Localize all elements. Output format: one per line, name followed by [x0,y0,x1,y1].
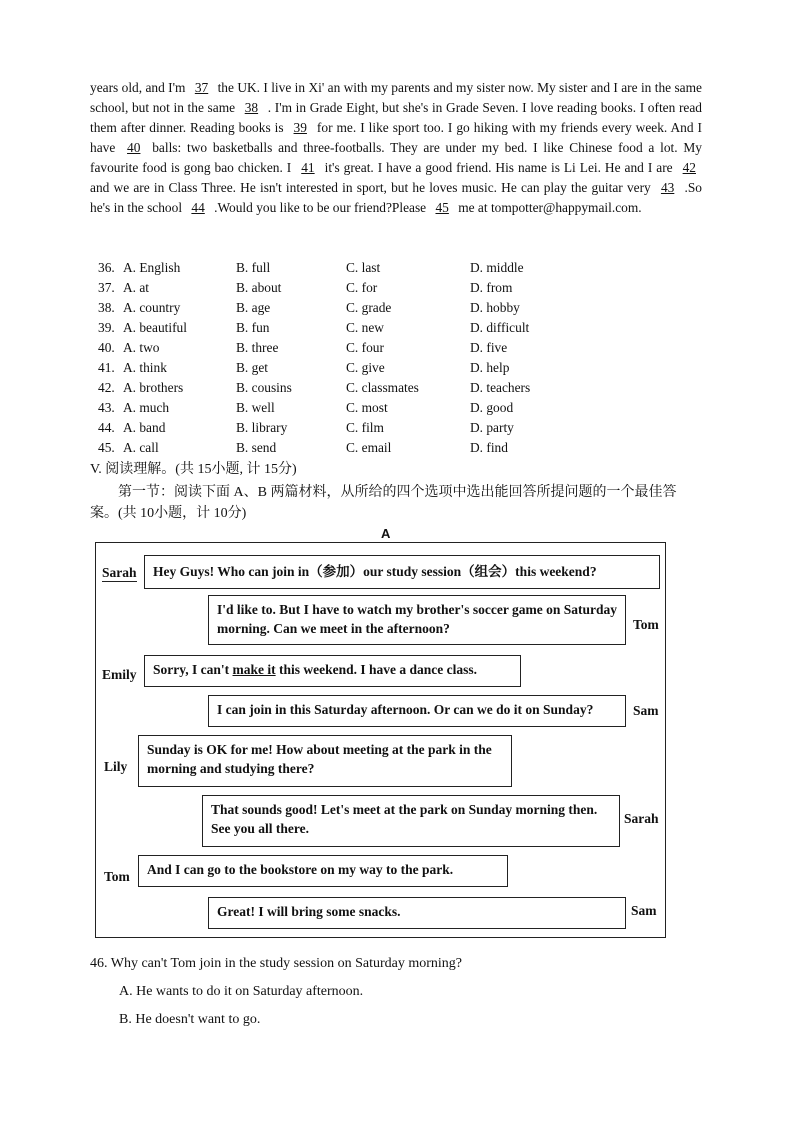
passage-text: me at tompotter@happymail.com. [454,200,642,215]
message-text: I can join in this Saturday afternoon. Or can we do it on Sunday? [217,702,594,717]
option-d: D. hobby [470,300,520,315]
option-d: D. five [470,340,508,355]
option-a: A. brothers [123,380,184,395]
blank-37: 37 [194,80,209,95]
chat-bubble [202,795,620,847]
blank-42: 42 [682,160,696,175]
chat-bubble [138,735,512,787]
speaker-name: Sarah [102,565,137,580]
option-b: B. cousins [236,380,292,395]
option-b: B. three [236,340,279,355]
option-b: B. library [236,420,288,435]
question-row [98,278,698,298]
option-c: C. for [346,280,378,295]
blank-40: 40 [127,140,141,155]
cloze-questions [98,258,698,458]
speaker-name: Tom [633,617,659,632]
question-46: 46. Why can't Tom join in the study session on Saturday morning? [90,956,462,971]
passage-text: the UK. I live in Xi' an with my parents and my sister now. My sister and I are in the same school, but not in the same [90,80,702,115]
option-d: D. difficult [470,320,530,335]
chat-frame [95,542,666,938]
question-number: 44. [98,420,115,435]
option-c: C. film [346,420,384,435]
question-row [98,438,698,458]
blank-38: 38 [244,100,259,115]
passage-text: years old, and I'm [90,80,189,95]
chat-bubble [208,897,626,929]
question-number: 36. [98,260,115,275]
option-c: C. email [346,440,392,455]
option-a: A. country [123,300,181,315]
option-d: D. party [470,420,514,435]
blank-44: 44 [191,200,205,215]
question-row [98,398,698,418]
question-row [98,338,698,358]
section-intro: 第一节：阅读下面 A、B 两篇材料，从所给的四个选项中选出能回答所提问题的一个最佳答案。(共 10小题，计 10分) [90,485,677,521]
question-number: 37. [98,280,115,295]
message-text: Great! I will bring some snacks. [217,904,401,919]
passage-text: and we are in Class Three. He isn't interested in sport, but he loves music. He can play the guitar very [90,180,655,195]
message-underlined-text: make it [232,662,276,677]
option-b: B. full [236,260,271,275]
option-c: C. most [346,400,388,415]
option-b: B. about [236,280,282,295]
option-d: D. teachers [470,380,531,395]
option-a: A. much [123,400,170,415]
passage-text: .Would you like to be our friend?Please [210,200,430,215]
option-b: B. well [236,400,275,415]
option-d: D. middle [470,260,524,275]
option-b: B. fun [236,320,270,335]
option-a: A. call [123,440,159,455]
question-row [98,258,698,278]
passage-text: . I'm in Grade Eight, but she's in Grade Seven. I love reading books. I often read them after dinner. Reading books is [90,100,702,135]
option-a: A. English [123,260,181,275]
option-c: C. last [346,260,381,275]
speaker-name: Tom [104,869,130,884]
message-text: Hey Guys! Who can join in（参加）our study session（组会）this weekend? [153,564,597,579]
message-text: Sorry, I can't [153,662,233,677]
option-d: D. help [470,360,510,375]
option-a: A. two [123,340,160,355]
message-text: And I can go to the bookstore on my way to the park. [147,862,454,877]
question-number: 45. [98,440,115,455]
option-a: A. at [123,280,150,295]
option-c: C. four [346,340,384,355]
option-d: D. find [470,440,508,455]
option-c: C. new [346,320,384,335]
speaker-name: Sam [631,903,657,918]
question-number: 39. [98,320,115,335]
blank-43: 43 [660,180,675,195]
blank-41: 41 [301,160,315,175]
question-number: 42. [98,380,115,395]
question-number: 43. [98,400,115,415]
option-a: A. band [123,420,166,435]
speaker-name: Lily [104,759,128,774]
option-b: B. get [236,360,268,375]
question-number: 41. [98,360,115,375]
section-title: V. 阅读理解。(共 15小题, 计 15分) [90,462,297,477]
question-row [98,418,698,438]
option-c: C. grade [346,300,392,315]
cloze-passage [90,78,702,218]
speaker-name: Sarah [624,811,659,826]
passage-text: balls: two basketballs and three-footballs. They are under my bed. I like Chinese food a lot. My favourite food is gong bao chicken. I [90,140,702,175]
chat-bubble [144,655,521,687]
question-row [98,318,698,338]
question-row [98,298,698,318]
chat-bubble [208,595,626,645]
message-text: this weekend. I have a dance class. [275,662,478,677]
passage-text: .So he's in the school [90,180,703,215]
passage-text: for me. I like sport too. I go hiking with my friends every week. And I have [90,120,702,155]
question-46-option-a: A. He wants to do it on Saturday afternoon. [119,984,364,999]
option-a: A. beautiful [123,320,187,335]
option-c: C. classmates [346,380,419,395]
option-d: D. from [470,280,513,295]
question-number: 38. [98,300,115,315]
option-d: D. good [470,400,514,415]
message-text: That sounds good! Let's meet at the park on Sunday morning then. See you all there. [211,802,598,836]
chat-bubble [144,555,660,589]
passage-label: A [381,526,391,541]
chat-bubble [138,855,508,887]
option-c: C. give [346,360,385,375]
question-number: 40. [98,340,115,355]
question-46-option-b: B. He doesn't want to go. [119,1012,261,1027]
question-row [98,358,698,378]
question-row [98,378,698,398]
blank-45: 45 [435,200,449,215]
message-text: Sunday is OK for me! How about meeting at the park in the morning and studying there? [147,742,492,776]
passage-text: it's great. I have a good friend. His name is Li Lei. He and I are [320,160,677,175]
chat-bubble [208,695,626,727]
option-b: B. age [236,300,271,315]
speaker-name: Emily [102,667,137,682]
message-text: I'd like to. But I have to watch my brother's soccer game on Saturday morning. Can we meet in the afternoon? [217,602,617,636]
speaker-name: Sam [633,703,659,718]
blank-39: 39 [293,120,307,135]
option-a: A. think [123,360,167,375]
option-b: B. send [236,440,277,455]
